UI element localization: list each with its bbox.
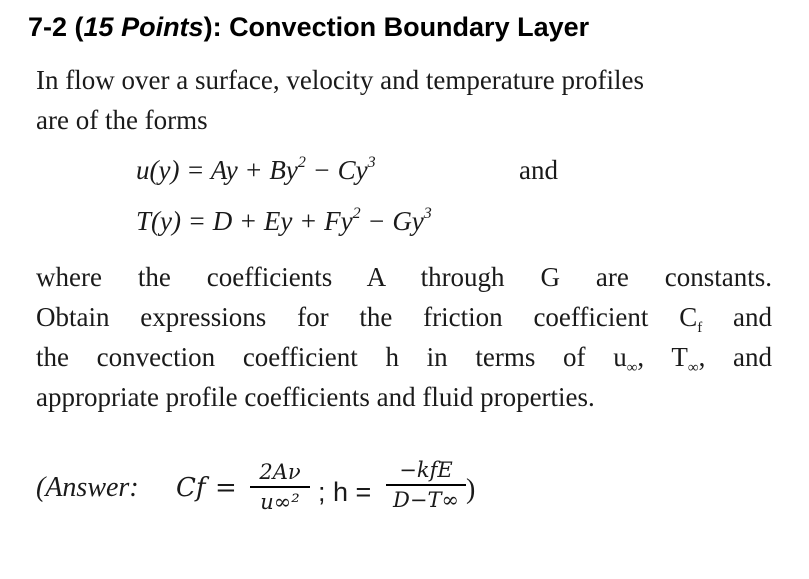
convection-coefficient-fraction bbox=[386, 458, 466, 512]
temperature-profile-equation bbox=[136, 203, 432, 239]
u-eq-mid: − Cy bbox=[305, 155, 368, 185]
fraction-2-numerator: −kfE bbox=[399, 458, 453, 482]
problem-title: 7-2 (15 Points): Convection Boundary Layer bbox=[28, 12, 590, 42]
answer-separator: ; h = bbox=[318, 477, 372, 507]
answer-close-paren: ) bbox=[466, 474, 476, 505]
u-eq-lhs: u(y) = Ay + By bbox=[136, 155, 298, 185]
u-eq-cube: 3 bbox=[367, 154, 376, 171]
t-eq-cube: 3 bbox=[423, 205, 432, 222]
velocity-profile-equation bbox=[136, 152, 376, 188]
fraction-1-numerator: 2Aν bbox=[259, 460, 301, 484]
answer-cf: Cf bbox=[176, 473, 206, 503]
fraction-2-bar bbox=[386, 484, 466, 486]
body-paragraph bbox=[36, 257, 772, 417]
friction-coefficient-fraction bbox=[250, 460, 310, 514]
body-line-4: appropriate profile coefficients and fluid properties. bbox=[36, 382, 595, 412]
body-line-3: the convection coefficient h in terms of $u_\infty$, $T_\infty$, and bbox=[36, 342, 772, 376]
answer-label: (Answer: bbox=[36, 472, 139, 503]
body-line-2: Obtain expressions for the friction coefficient $C_f$ and bbox=[36, 302, 772, 336]
intro-paragraph bbox=[36, 60, 644, 140]
body-line-1: where the coefficients A through G are constants. bbox=[36, 262, 772, 292]
problem-points: 15 Points bbox=[83, 12, 204, 42]
u-eq-square: 2 bbox=[297, 154, 306, 171]
intro-line-2: are of the forms bbox=[36, 105, 208, 135]
fraction-1-denominator: u∞² bbox=[260, 490, 300, 514]
intro-line-1: In flow over a surface, velocity and temperature profiles bbox=[36, 65, 644, 95]
fraction-2-denominator: D−T∞ bbox=[393, 488, 459, 512]
t-eq-square: 2 bbox=[352, 205, 361, 222]
problem-heading: Convection Boundary Layer bbox=[229, 12, 590, 42]
problem-number: 7-2 bbox=[28, 12, 68, 42]
fraction-1-bar bbox=[250, 486, 310, 488]
and-label: and bbox=[519, 155, 558, 185]
t-eq-lhs: T(y) = D + Ey + Fy bbox=[136, 206, 353, 236]
answer-equals: = bbox=[215, 473, 237, 503]
t-eq-mid: − Gy bbox=[360, 206, 424, 236]
